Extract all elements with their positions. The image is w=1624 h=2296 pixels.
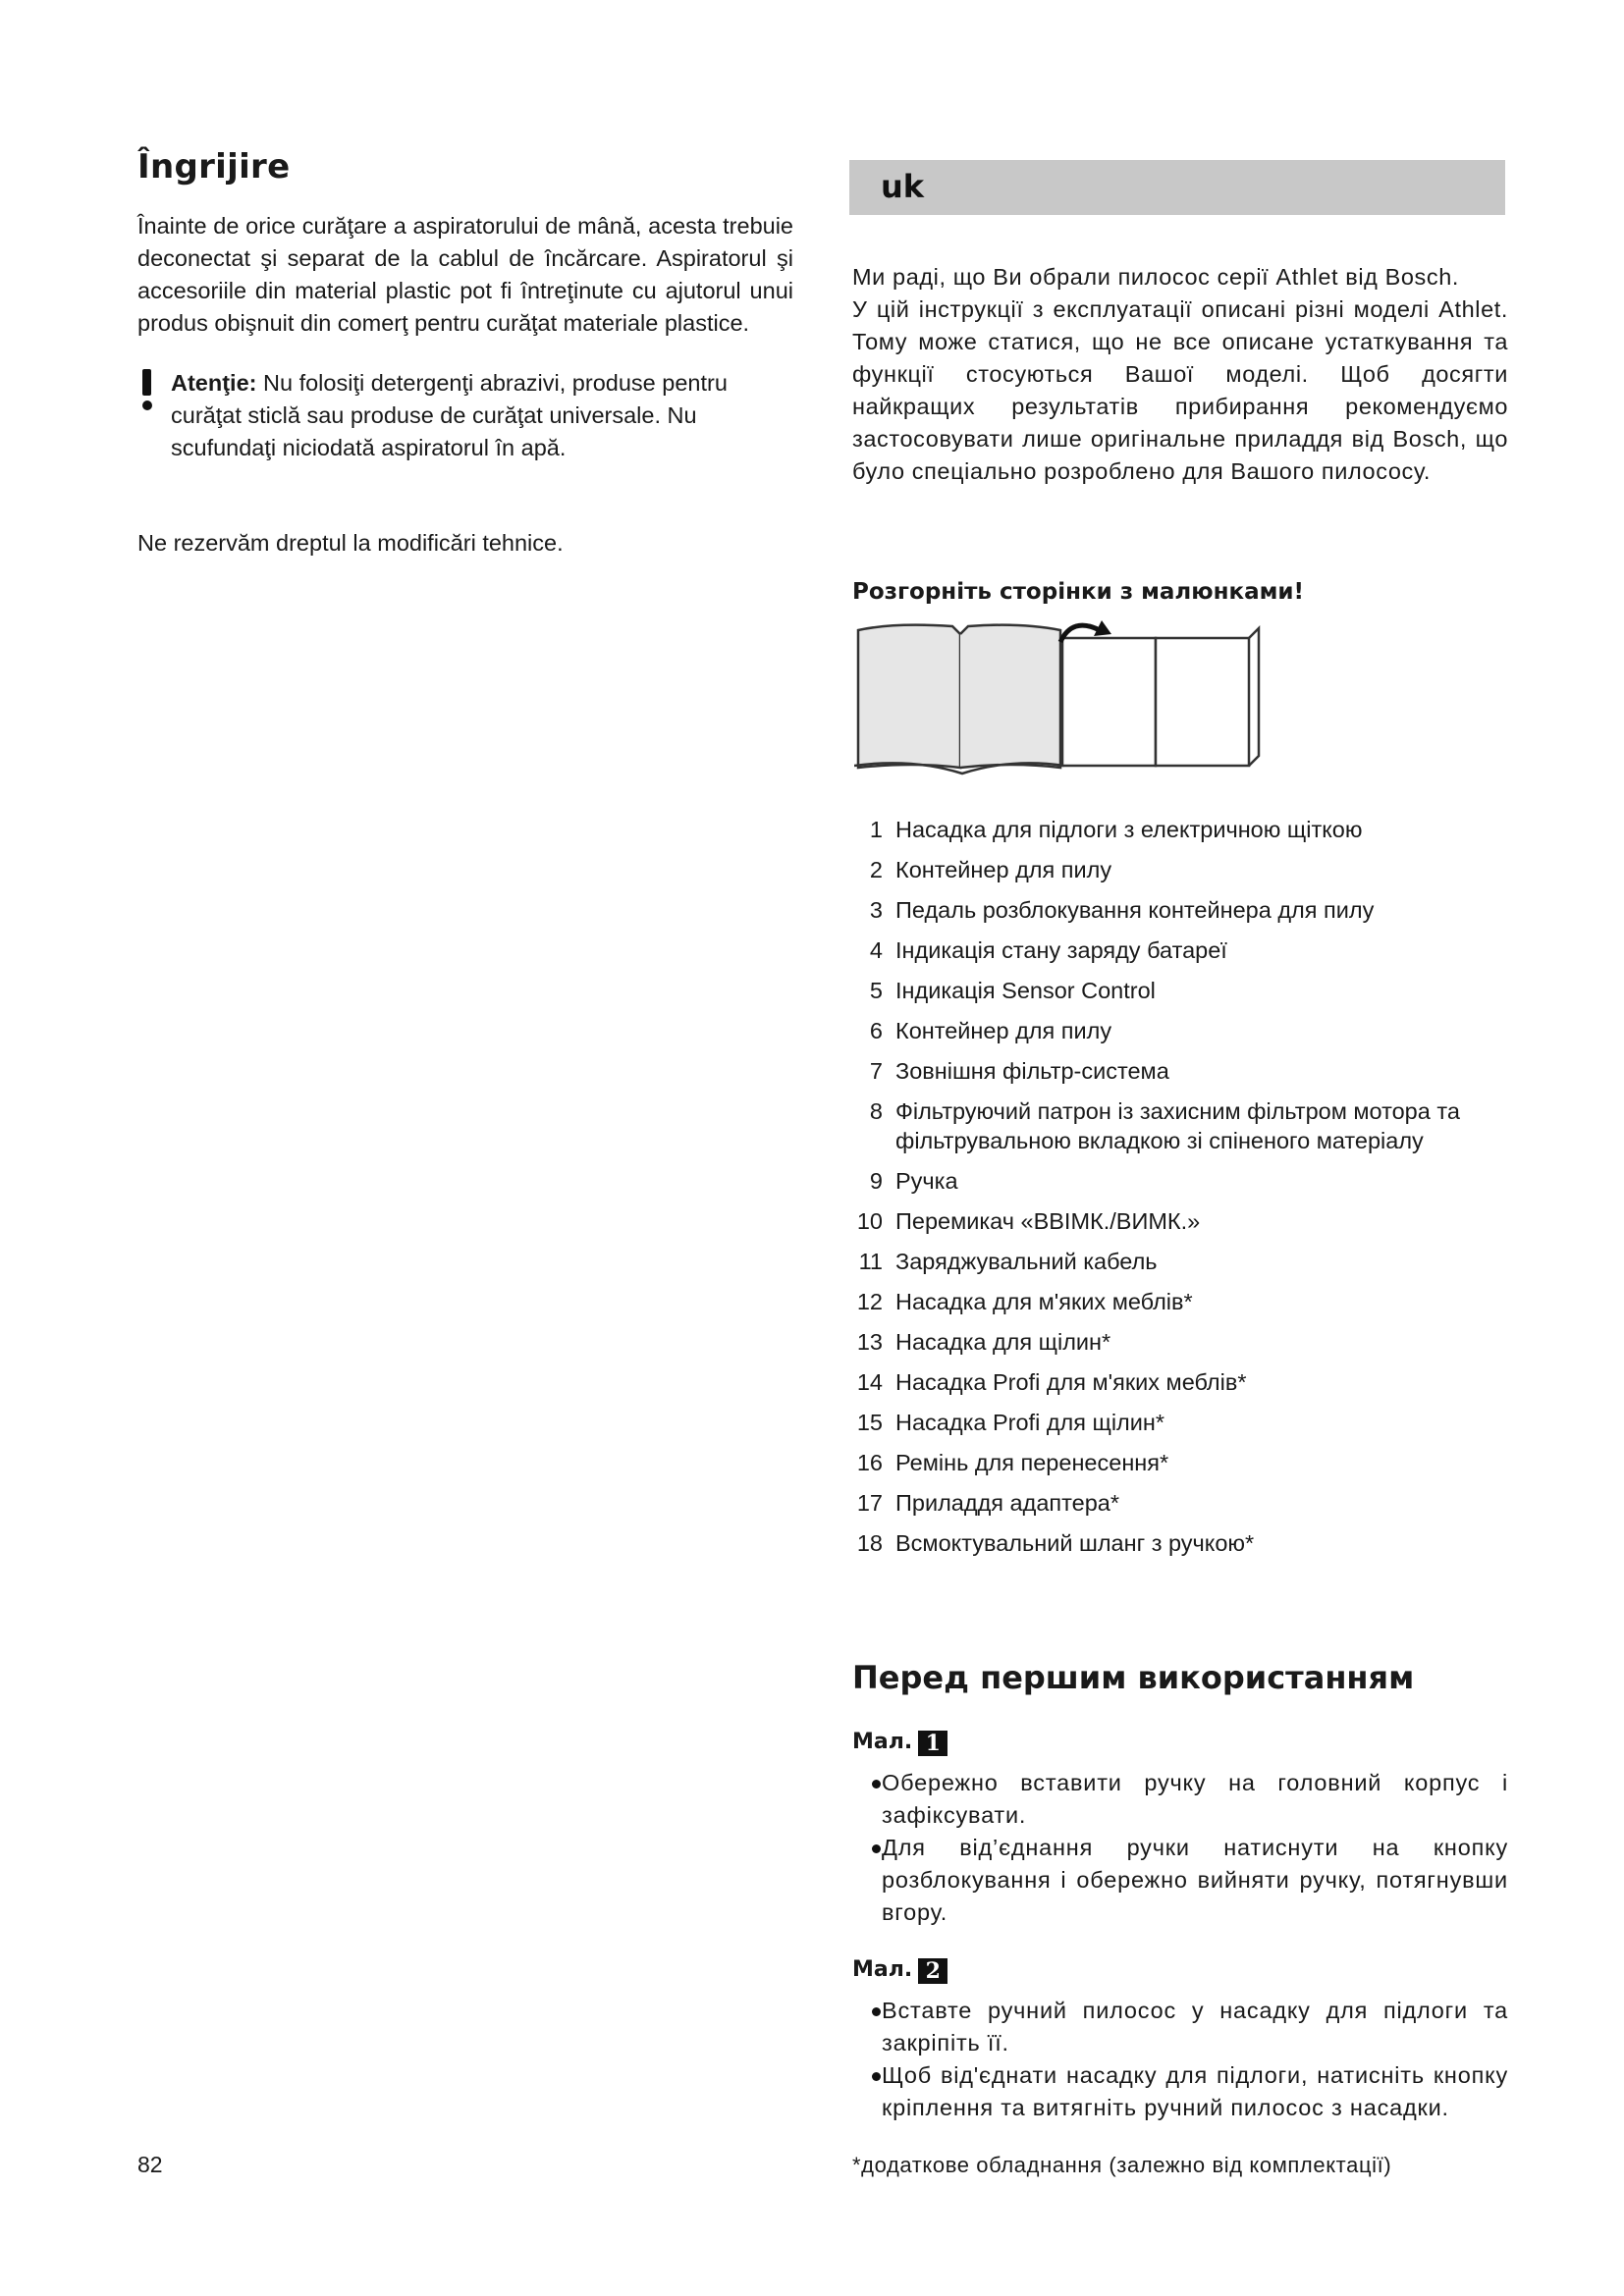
list-item: 17 Приладдя адаптера* — [856, 1490, 1119, 1516]
intro-paragraph-1: Ми раді, що Ви обрали пилосос серії Athlet від Bosch. — [852, 264, 1460, 290]
list-item: Для від’єднання ручки натиснути на кнопку розблокування і обережно вийняти ручку, потягнувши вгору. — [872, 1832, 1508, 1929]
figure-1-label: Мал. 1 — [852, 1730, 947, 1756]
list-item: 3 Педаль розблокування контейнера для пилу — [869, 897, 1375, 923]
list-item: 4 Індикація стану заряду батареї — [869, 937, 1227, 963]
list-item: 14 Насадка Profi для м'яких меблів* — [856, 1369, 1247, 1395]
list-item: 12 Насадка для м'яких меблів* — [856, 1289, 1193, 1314]
list-item: 1 Насадка для підлоги з електричною щіткою — [869, 817, 1363, 842]
list-item: Обережно вставити ручку на головний корпус і зафіксувати. — [872, 1767, 1508, 1832]
figure-1-steps — [872, 1767, 1508, 1929]
exclamation-icon — [137, 369, 159, 410]
language-code: uk — [881, 168, 925, 205]
figure-2-label: Мал. 2 — [852, 1957, 947, 1984]
list-item: 16 Ремінь для перенесення* — [856, 1450, 1169, 1475]
footnote: *додаткове обладнання (залежно від комплектації) — [852, 2153, 1392, 2177]
intro-text — [852, 261, 1508, 488]
list-item: 7 Зовнішня фільтр-система — [869, 1058, 1169, 1084]
open-pages-instruction: Розгорніть сторінки з малюнками! — [852, 579, 1305, 605]
list-item: 13 Насадка для щілин* — [856, 1329, 1111, 1355]
list-item: 11 Заряджувальний кабель — [858, 1249, 1158, 1274]
list-item: 5 Індикація Sensor Control — [869, 978, 1156, 1003]
care-paragraph: Înainte de orice curăţare a aspiratorului de mână, acesta trebuie deconectat şi separat de la cablul de încărcare. Aspiratorul şi accesoriile din material plastic pot fi întreţinute cu ajutorul unui produs obişnuit din comerţ pentru curăţat materiale plastice. — [137, 213, 793, 336]
section-heading-ingrijire: Îngrijire — [137, 147, 291, 187]
list-item: 6 Контейнер для пилу — [869, 1018, 1112, 1043]
list-item: 18 Всмоктувальний шланг з ручкою* — [856, 1530, 1255, 1556]
list-item: Щоб від'єднати насадку для підлоги, натисніть кнопку кріплення та витягніть ручний пилосос з насадки. — [872, 2059, 1508, 2124]
list-item: 15 Насадка Profi для щілин* — [856, 1410, 1165, 1435]
figure-2-number: 2 — [918, 1958, 947, 1984]
technical-changes-note: Ne rezervăm dreptul la modificări tehnice. — [137, 530, 564, 556]
warning-text: Nu folosiţi detergenţi abrazivi, produse pentru curăţat sticlă sau produse de curăţat universale. Nu scufundaţi niciodată aspiratorul în apă. — [171, 370, 728, 460]
list-item: 2 Контейнер для пилу — [869, 857, 1112, 882]
warning-block — [137, 367, 793, 464]
list-item: 8 Фільтруючий патрон із захисним фільтром мотора та фільтрувальною вкладкою зі спіненого матеріалу — [869, 1098, 1460, 1153]
first-use-heading: Перед першим використанням — [852, 1659, 1415, 1696]
list-item: 10 Перемикач «ВВІМК./ВИМК.» — [856, 1208, 1201, 1234]
parts-list — [852, 815, 1510, 1569]
page-number: 82 — [137, 2152, 163, 2177]
open-book-illustration — [854, 620, 1267, 777]
language-bar — [849, 160, 1505, 215]
left-column — [137, 147, 793, 560]
figure-2-steps — [872, 1995, 1508, 2124]
intro-paragraph-2: У цій інструкції з експлуатації описані різні моделі Athlet. Тому може статися, що не все описане устаткування та функції стосуються Вашої моделі. Щоб досягти найкращих результатів прибирання рекомендуємо застосовувати лише оригінальне приладдя від Bosch, що було спеціально розроблено для Вашого пилососу. — [852, 296, 1508, 484]
list-item: 9 Ручка — [869, 1168, 958, 1194]
warning-label: Atenţie: — [171, 370, 257, 396]
list-item: Вставте ручний пилосос у насадку для підлоги та закріпіть її. — [872, 1995, 1508, 2059]
figure-1-number: 1 — [918, 1731, 947, 1756]
